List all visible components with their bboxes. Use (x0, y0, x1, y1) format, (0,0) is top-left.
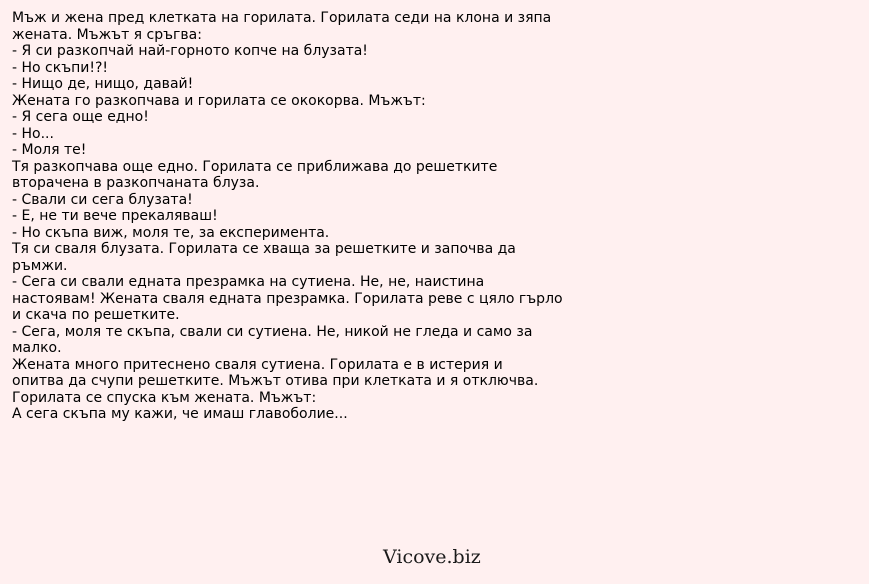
joke-line: - Сега, моля те скъпа, свали си сутиена. Не, никой не гледа и само за (12, 323, 533, 340)
joke-line: - Свали си сега блузата! (12, 191, 193, 208)
joke-line: - Я си разкопчай най-горното копче на блузата! (12, 43, 368, 59)
joke-line: Горилата се спуска към жената. Мъжът: (12, 389, 317, 406)
site-watermark: Vicove.biz (383, 546, 481, 568)
joke-text (12, 10, 582, 423)
joke-line: и скача по решетките. (12, 307, 180, 323)
joke-line: Жената много притеснено сваля сутиена. Горилата е в истерия и (12, 356, 503, 373)
joke-line: настоявам! Жената сваля едната презрамка. Горилата реве с цяло гърло (12, 290, 563, 307)
joke-line: ръмжи. (12, 257, 68, 274)
joke-line: - Нищо де, нищо, давай! (12, 76, 194, 92)
joke-line: малко. (12, 340, 62, 356)
joke-line: Жената го разкопчава и горилата се ококорва. Мъжът: (12, 92, 426, 109)
joke-line: - Моля те! (12, 142, 87, 158)
joke-line: - Но скъпа виж, моля те, за експеримента. (12, 224, 330, 241)
joke-line: опитва да счупи решетките. Мъжът отива при клетката и я отключва. (12, 373, 539, 389)
joke-line: - Но скъпи!?! (12, 59, 108, 76)
joke-line: вторачена в разкопчаната блуза. (12, 175, 260, 191)
joke-line: - Сега си свали едната презрамка на сутиена. Не, не, наистина (12, 274, 485, 290)
joke-line: - Но... (12, 125, 54, 142)
joke-line: - Е, не ти вече прекаляваш! (12, 208, 218, 224)
joke-line: Тя си сваля блузата. Горилата се хваща за решетките и започва да (12, 241, 516, 257)
joke-line: А сега скъпа му кажи, че имаш главоболие... (12, 406, 348, 422)
joke-line: Тя разкопчава още едно. Горилата се приближава до решетките (12, 158, 498, 175)
joke-line: Мъж и жена пред клетката на горилата. Горилата седи на клона и зяпа (12, 10, 552, 26)
joke-line: - Я сега още едно! (12, 109, 149, 125)
joke-line: жената. Мъжът я сръгва: (12, 26, 202, 43)
